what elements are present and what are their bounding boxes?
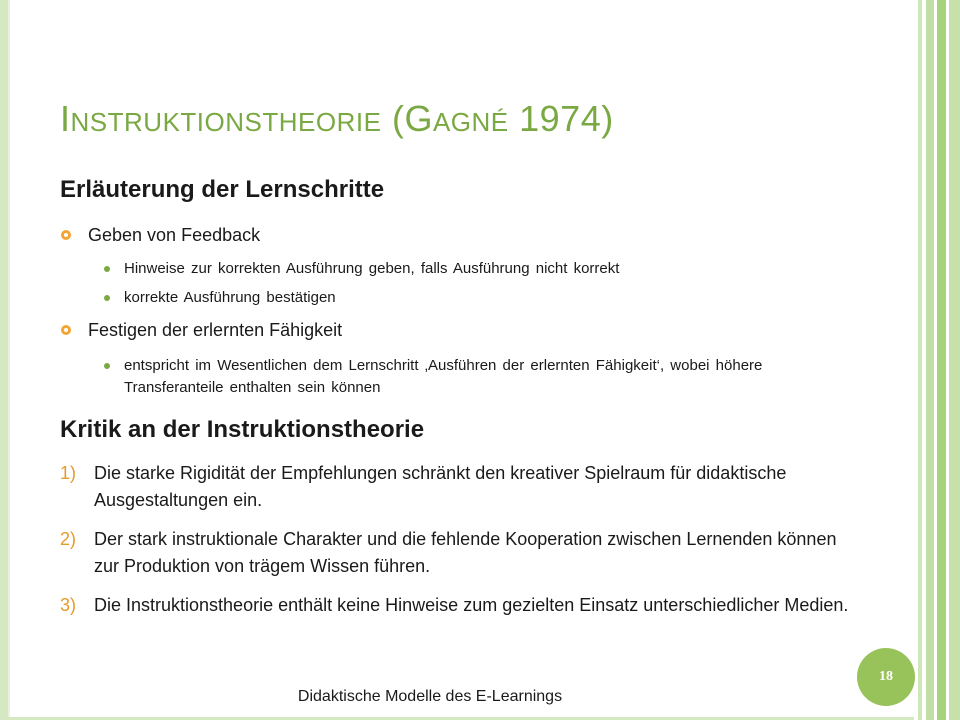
slide-title: INSTRUKTIONSTHEORIE (GAGNÉ 1974) [60, 98, 614, 139]
sub-bullet-item [124, 258, 619, 280]
item-text: Die starke Rigidität der Empfehlungen schränkt den kreativer Spielraum für didaktische Ausgestaltungen ein. [94, 463, 787, 510]
item-number: 1) [60, 463, 77, 483]
bullet-circle-icon [61, 325, 71, 335]
section-heading-kritik: Kritik an der Instruktionstheorie [60, 416, 425, 443]
bullet-item [88, 225, 260, 246]
bullet-label: Geben von Feedback [88, 225, 261, 245]
bullet-label: Festigen der erlernten Fähigkeit [88, 320, 343, 340]
sub-bullet-dot-icon [104, 363, 110, 369]
item-number: 3) [60, 595, 77, 615]
sub-bullet-text: Hinweise zur korrekten Ausführung geben, falls Ausführung nicht korrekt [124, 260, 620, 277]
page-number-badge: 18 [857, 648, 915, 706]
bullet-circle-icon [61, 230, 71, 240]
item-text: Die Instruktionstheorie enthält keine Hinweise zum gezielten Einsatz unterschiedlicher Medien. [94, 595, 849, 615]
sub-bullet-text: entspricht im Wesentlichen dem Lernschritt ‚Ausführen der erlernten Fähigkeit‘, wobei höhere Transferanteile enthalten sein können [124, 357, 763, 396]
slide-footer: Didaktische Modelle des E-Learnings [297, 688, 563, 705]
bullet-item [88, 320, 342, 341]
sub-bullet-dot-icon [104, 295, 110, 301]
sub-bullet-item [124, 287, 336, 309]
sub-bullet-text: korrekte Ausführung bestätigen [124, 289, 336, 306]
slide-right-border [914, 0, 960, 720]
item-number: 2) [60, 529, 77, 549]
slide-left-border [0, 0, 8, 720]
section-heading-lernschritte: Erläuterung der Lernschritte [60, 176, 385, 203]
sub-bullet-item [124, 355, 814, 399]
item-text: Der stark instruktionale Charakter und die fehlende Kooperation zwischen Lernenden können zur Produktion von trägem Wissen führen. [94, 529, 837, 576]
sub-bullet-dot-icon [104, 266, 110, 272]
